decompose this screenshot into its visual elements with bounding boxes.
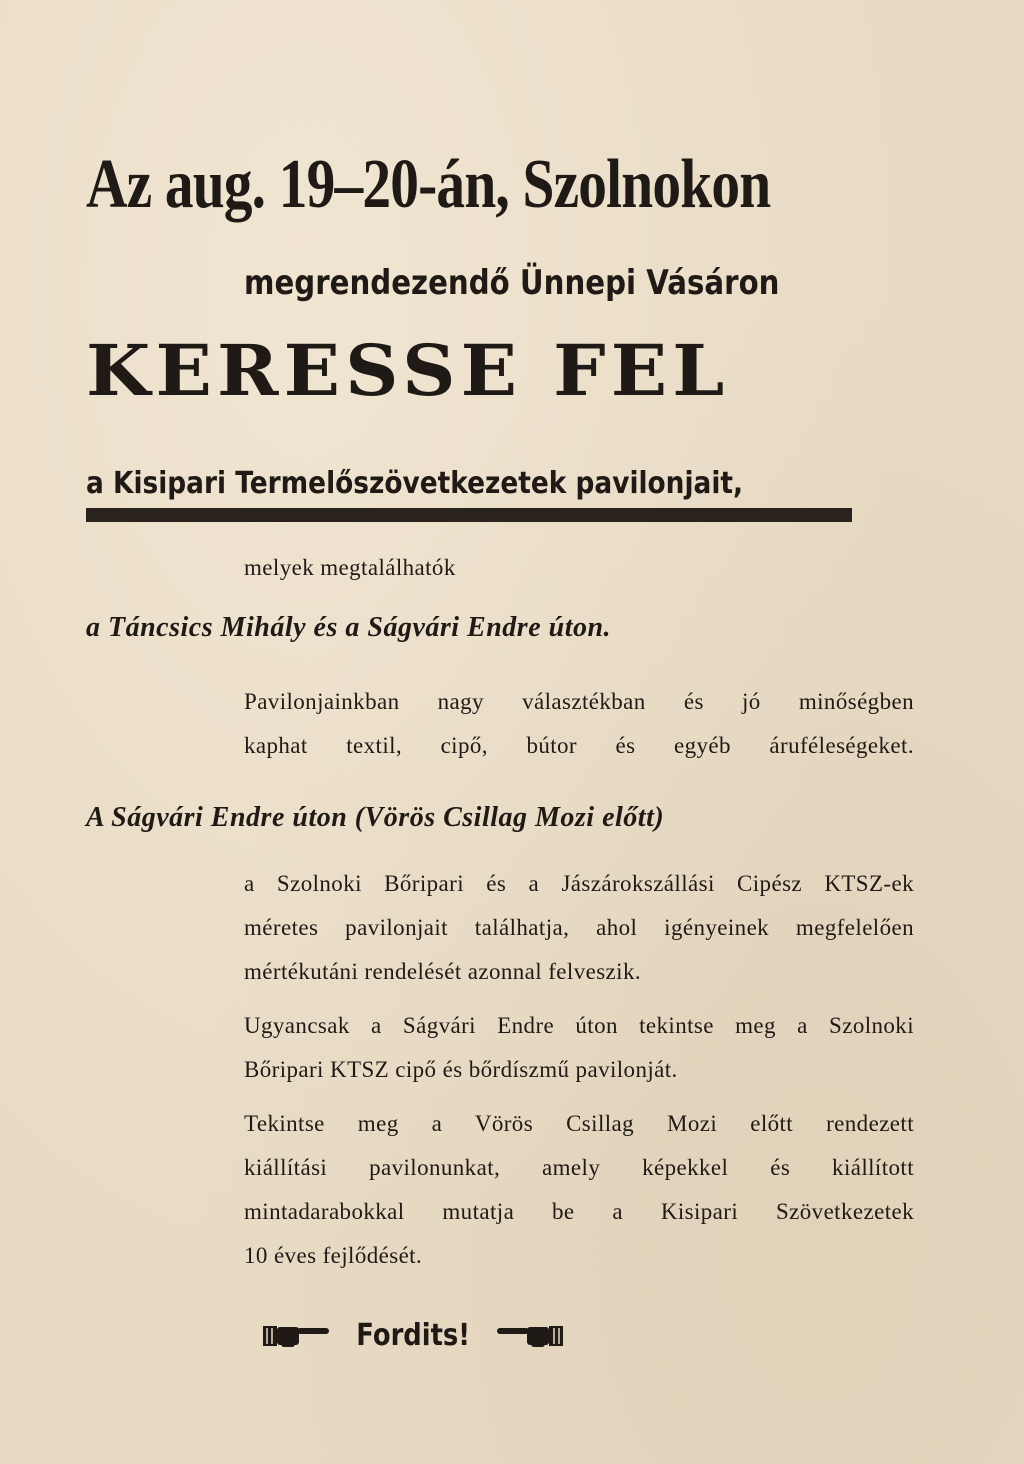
offer-paragraph [244, 680, 914, 768]
paragraph-line: kiállítási pavilonunkat, amely képekkel és kiállított [244, 1155, 914, 1180]
turn-over-footer [248, 1310, 578, 1360]
turn-over-text: Fordits! [356, 1317, 470, 1353]
paragraph-line: a Szolnoki Bőripari és a Jászárokszállási Cipész KTSZ-ek [244, 871, 914, 896]
paragraph-line: mintadarabokkal mutatja be a Kisipari Szövetkezetek [244, 1199, 914, 1224]
paragraph-line: méretes pavilonjait találhatja, ahol igényeinek megfelelően [244, 915, 914, 940]
heavy-rule-divider [86, 508, 852, 522]
pointing-hand-right-icon [261, 1318, 333, 1352]
paragraph-shoe-pavilions [244, 862, 914, 994]
paragraph-leather-pavilion [244, 1004, 914, 1092]
paragraph-line: Tekintse meg a Vörös Csillag Mozi előtt rendezett [244, 1111, 914, 1136]
streets-line: a Táncsics Mihály és a Ságvári Endre úton. [86, 612, 612, 643]
paragraph-line: mértékutáni rendelését azonnal felveszik. [244, 959, 642, 984]
paragraph-line: Bőripari KTSZ cipő és bőrdíszmű pavilonját. [244, 1057, 678, 1082]
poster-subtitle: megrendezendő Ünnepi Vásáron [244, 263, 780, 303]
paragraph-line: 10 éves fejlődését. [244, 1243, 423, 1268]
poster-headline: KERESSE FEL [86, 329, 730, 412]
paragraph-exhibition [244, 1102, 914, 1278]
poster-title: Az aug. 19–20-án, Szolnokon [86, 146, 771, 223]
located-intro: melyek megtalálhatók [244, 555, 456, 580]
paragraph-line: Ugyancsak a Ságvári Endre úton tekintse meg a Szolnoki [244, 1013, 914, 1038]
offer-line: kaphat textil, cipő, bútor és egyéb áruféleségeket. [244, 733, 914, 758]
pointing-hand-left-icon [493, 1318, 565, 1352]
offer-line: Pavilonjainkban nagy választékban és jó minőségben [244, 689, 914, 714]
section-heading: A Ságvári Endre úton (Vörös Csillag Mozi előtt) [86, 802, 665, 833]
cooperatives-line: a Kisipari Termelőszövetkezetek pavilonjait, [86, 466, 744, 501]
